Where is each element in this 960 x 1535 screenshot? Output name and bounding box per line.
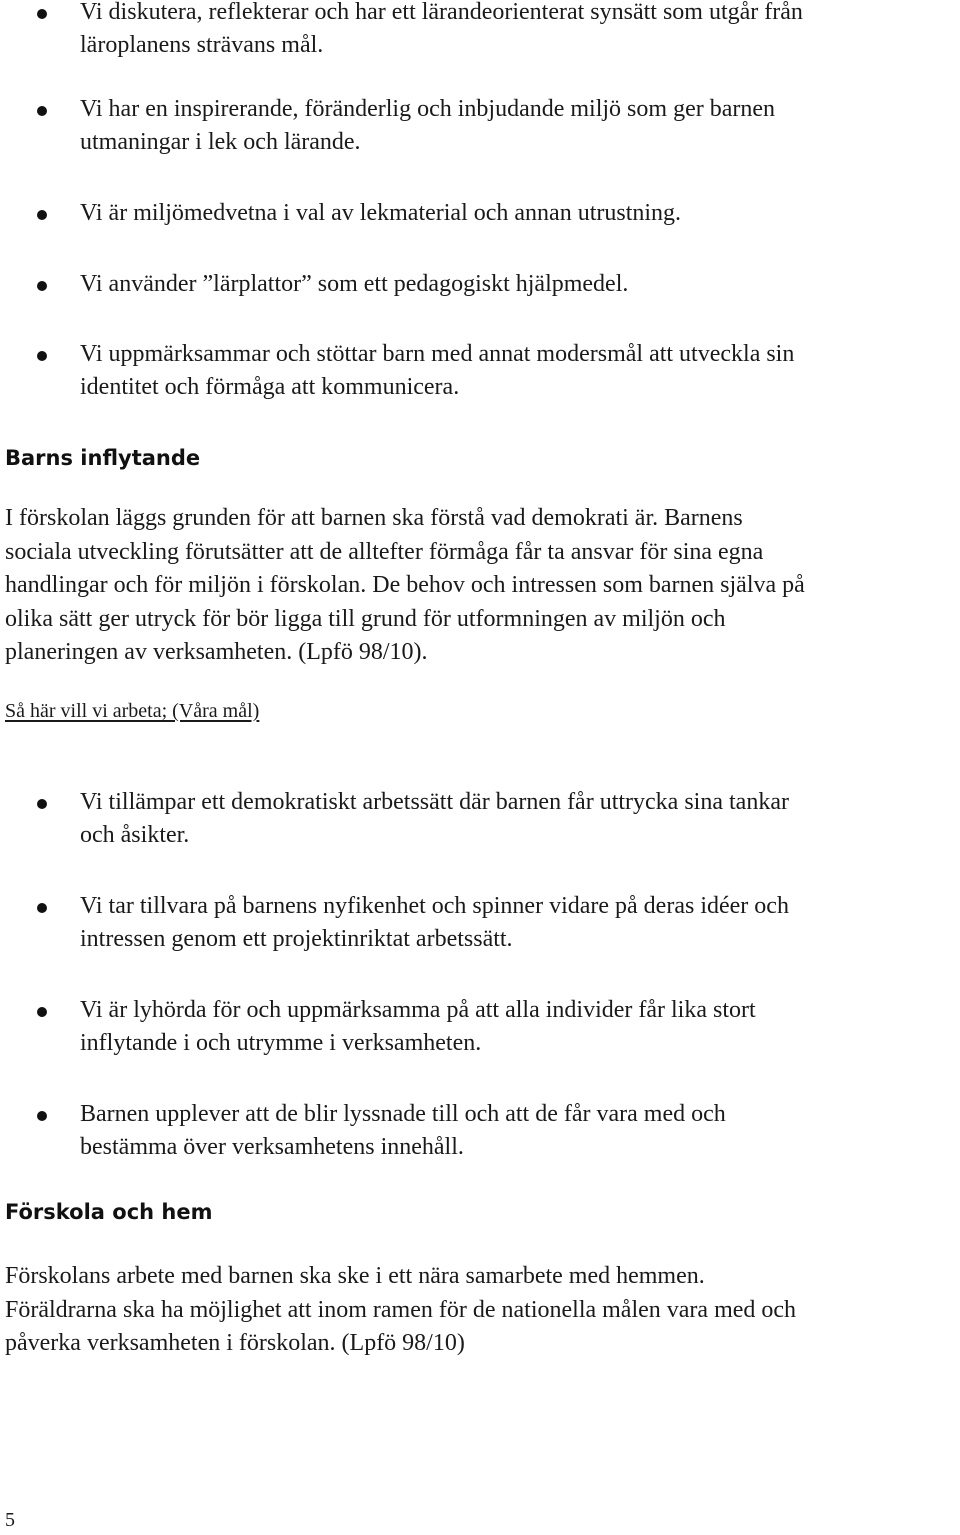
bullet-icon bbox=[37, 351, 47, 361]
bullet-icon bbox=[37, 210, 47, 220]
page-number: 5 bbox=[5, 1509, 15, 1531]
section-heading-home: Förskola och hem bbox=[5, 1200, 213, 1224]
list-item-text: Vi är lyhörda för och uppmärksamma på att alla individer får lika stort inflytande i och utrymme i verksamheten. bbox=[80, 997, 756, 1056]
list-item-text: Vi diskutera, reflekterar och har ett lärandeorienterat synsätt som utgår från läroplanens strävans mål. bbox=[80, 0, 803, 58]
bullet-icon bbox=[37, 903, 47, 913]
influence-paragraph: I förskolan läggs grunden för att barnen ska förstå vad demokrati är. Barnens sociala utveckling förutsätter att de alltefter förmåga får ta ansvar för sina egna handlingar och för miljön i förskolan. De behov och intressen som barnen själva på olika sätt ger utryck för bör ligga till grund för utformningen av miljön och planeringen av verksamheten. (Lpfö 98/10). bbox=[5, 505, 805, 665]
list-item-text: Vi uppmärksammar och stöttar barn med annat modersmål att utveckla sin identitet och förmåga att kommunicera. bbox=[80, 341, 795, 400]
list-item-text: Vi använder ”lärplattor” som ett pedagogiskt hjälpmedel. bbox=[80, 271, 629, 297]
list-item-text: Barnen upplever att de blir lyssnade till och att de får vara med och bestämma över verksamhetens innehåll. bbox=[80, 1101, 726, 1160]
home-paragraph: Förskolans arbete med barnen ska ske i ett nära samarbete med hemmen. Föräldrarna ska ha möjlighet att inom ramen för de nationella målen vara med och påverka verksamheten i förskolan. (Lpfö 98/10) bbox=[5, 1263, 797, 1356]
bullet-icon bbox=[37, 106, 47, 116]
list-item-text: Vi är miljömedvetna i val av lekmaterial och annan utrustning. bbox=[80, 200, 682, 226]
bullet-icon bbox=[37, 9, 47, 19]
list-item-text: Vi tar tillvara på barnens nyfikenhet och spinner vidare på deras idéer och intressen genom ett projektinriktat arbetssätt. bbox=[80, 893, 789, 952]
bullet-icon bbox=[37, 281, 47, 291]
list-item-text: Vi tillämpar ett demokratiskt arbetssätt där barnen får uttrycka sina tankar och åsikter. bbox=[80, 789, 789, 848]
list-item-text: Vi har en inspirerande, föränderlig och inbjudande miljö som ger barnen utmaningar i lek och lärande. bbox=[80, 96, 776, 155]
bullet-icon bbox=[37, 1007, 47, 1017]
bullet-icon bbox=[37, 1111, 47, 1121]
bullet-icon bbox=[37, 799, 47, 809]
section-heading-influence: Barns inflytande bbox=[5, 446, 201, 470]
goals-heading: Så här vill vi arbeta; (Våra mål) bbox=[5, 700, 260, 722]
